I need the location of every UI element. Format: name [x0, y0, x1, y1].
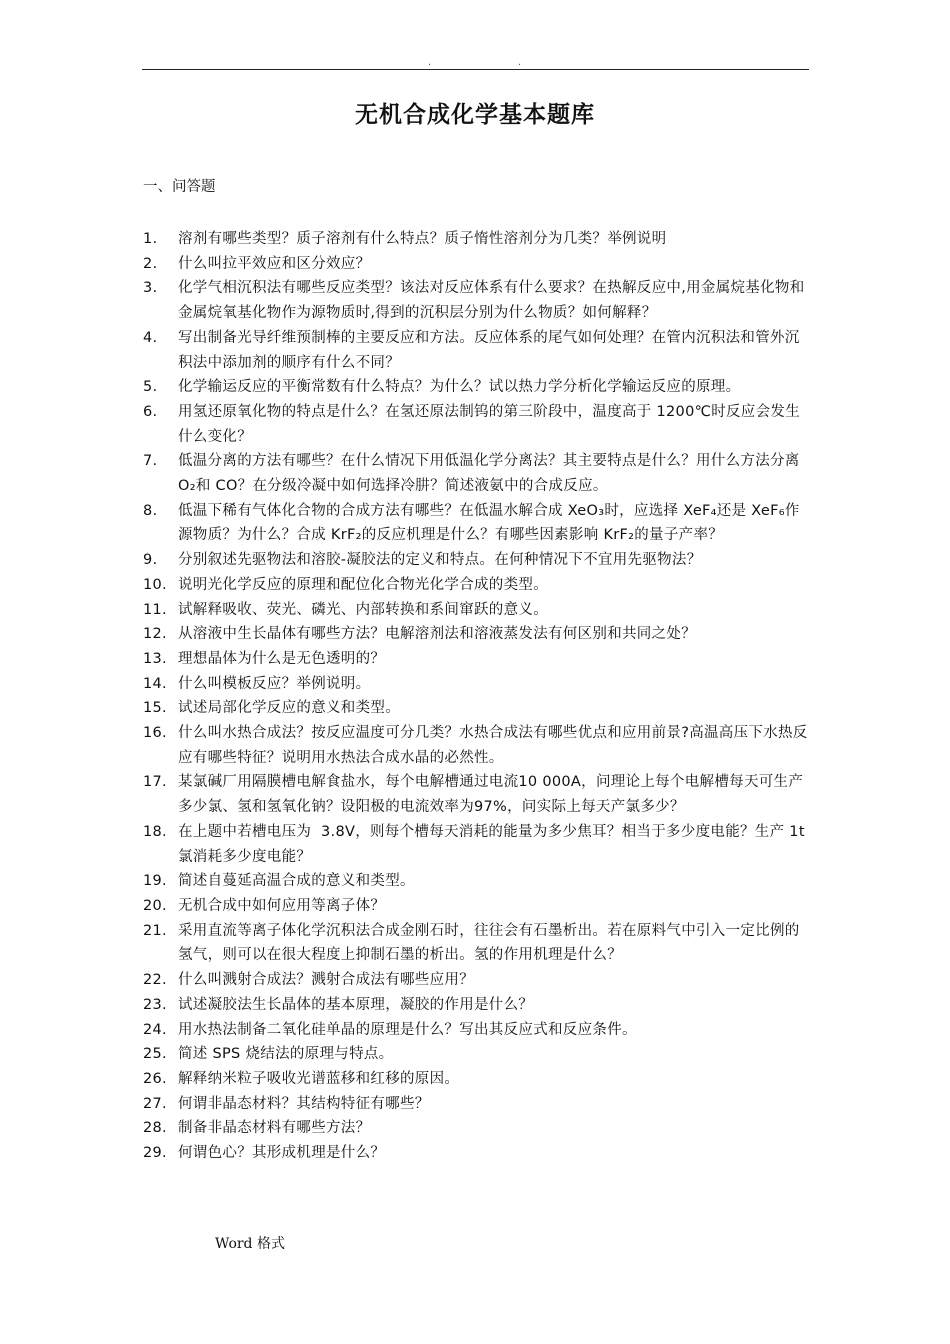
footer-label: Word 格式: [215, 1236, 285, 1252]
question-text: 从溶液中生长晶体有哪些方法？电解溶剂法和溶液蒸发法有何区别和共同之处？: [178, 626, 696, 643]
question-item: [143, 869, 813, 894]
question-text: 理想晶体为什么是无色透明的？: [178, 650, 386, 667]
question-item: [143, 968, 813, 993]
question-text: 什么叫拉平效应和区分效应？: [178, 255, 371, 272]
question-text: 什么叫溅射合成法？溅射合成法有哪些应用？: [178, 972, 474, 989]
question-text: 试述局部化学反应的意义和类型。: [178, 700, 400, 717]
question-text: 简述自蔓延高温合成的意义和类型。: [178, 873, 415, 890]
question-number: 12.: [143, 626, 167, 643]
question-text: 化学输运反应的平衡常数有什么特点？为什么？试以热力学分析化学输运反应的原理。: [178, 379, 741, 396]
header-dots: [0, 58, 950, 68]
question-item: [143, 449, 813, 498]
page-title: 无机合成化学基本题库: [355, 101, 595, 128]
question-text: 说明光化学反应的原理和配位化合物光化学合成的类型。: [178, 576, 548, 593]
question-text: 无机合成中如何应用等离子体？: [178, 897, 386, 914]
section-heading: 一、问答题: [143, 179, 216, 195]
question-item: [143, 696, 813, 721]
question-number: 8.: [143, 502, 158, 519]
question-number: 10.: [143, 576, 167, 593]
question-text: 化学气相沉积法有哪些反应类型？该法对反应体系有什么要求？在热解反应中,用金属烷基化物和金属烷氧基化物作为源物质时,得到的沉积层分别为什么物质？如何解释？: [178, 280, 805, 322]
question-text: 什么叫水热合成法？按反应温度可分几类？水热合成法有哪些优点和应用前景?高温高压下水热反应有哪些特征？说明用水热法合成水晶的必然性。: [178, 725, 808, 766]
question-text: 在上题中若槽电压为 3.8V，则每个槽每天消耗的能量为多少焦耳？相当于多少度电能？生产 1t 氯消耗多少度电能？: [178, 823, 810, 865]
question-number: 5.: [143, 379, 158, 396]
question-text: 低温分离的方法有哪些？在什么情况下用低温化学分离法？其主要特点是什么？用什么方法分离 O₂和 CO？在分级冷凝中如何选择冷肼？简述液氨中的合成反应。: [178, 453, 805, 495]
question-number: 16.: [143, 725, 167, 742]
question-item: [143, 252, 813, 277]
question-item: [143, 672, 813, 697]
question-number: 3.: [143, 280, 158, 297]
question-number: 18.: [143, 823, 167, 840]
question-number: 20.: [143, 897, 167, 914]
question-number: 7.: [143, 453, 158, 470]
question-item: [143, 1092, 813, 1117]
question-number: 24.: [143, 1021, 167, 1038]
question-number: 11.: [143, 601, 167, 618]
question-item: [143, 993, 813, 1018]
question-text: 分别叙述先驱物法和溶胶-凝胶法的定义和特点。在何种情况下不宜用先驱物法？: [178, 552, 702, 569]
question-number: 26.: [143, 1070, 167, 1087]
question-item: [143, 276, 813, 325]
question-number: 22.: [143, 972, 167, 989]
question-number: 14.: [143, 675, 167, 692]
question-number: 2.: [143, 255, 158, 272]
question-item: [143, 1116, 813, 1141]
question-number: 13.: [143, 650, 167, 667]
question-item: [143, 548, 813, 573]
question-text: 什么叫模板反应？举例说明。: [178, 675, 371, 692]
question-item: [143, 820, 813, 869]
question-text: 制备非晶态材料有哪些方法？: [178, 1120, 371, 1137]
question-number: 6.: [143, 403, 158, 420]
question-text: 何谓非晶态材料？其结构特征有哪些？: [178, 1095, 430, 1112]
question-number: 25.: [143, 1046, 167, 1063]
question-item: [143, 721, 813, 770]
header-dot: .: [518, 57, 522, 68]
question-item: [143, 622, 813, 647]
question-item: [143, 499, 813, 548]
question-number: 29.: [143, 1145, 167, 1162]
question-item: [143, 919, 813, 968]
question-text: 溶剂有哪些类型？质子溶剂有什么特点？质子惰性溶剂分为几类？举例说明: [178, 231, 667, 247]
question-item: [143, 1141, 813, 1166]
question-text: 试述凝胶法生长晶体的基本原理，凝胶的作用是什么？: [178, 996, 534, 1013]
question-number: 19.: [143, 873, 167, 890]
question-item: [143, 573, 813, 598]
question-text: 用水热法制备二氧化硅单晶的原理是什么？写出其反应式和反应条件。: [178, 1021, 637, 1038]
question-text: 写出制备光导纤维预制棒的主要反应和方法。反应体系的尾气如何处理？在管内沉积法和管外沉积法中添加剂的顺序有什么不同？: [178, 329, 800, 371]
question-item: [143, 894, 813, 919]
question-item: [143, 1042, 813, 1067]
header-rule: [142, 69, 809, 70]
question-text: 某氯碱厂用隔膜槽电解食盐水，每个电解槽通过电流10 000A，问理论上每个电解槽每天可生产多少氯、氢和氢氧化钠？设阳极的电流效率为97%，问实际上每天产氯多少？: [178, 774, 804, 816]
question-item: [143, 647, 813, 672]
question-text: 低温下稀有气体化合物的合成方法有哪些？在低温水解合成 XeO₃时，应选择 XeF₄还是 XeF₆作源物质？为什么？合成 KrF₂的反应机理是什么？有哪些因素影响 KrF₂的量子产率？: [178, 502, 800, 544]
question-number: 9.: [143, 552, 158, 569]
question-number: 17.: [143, 774, 167, 791]
question-text: 何谓色心？其形成机理是什么？: [178, 1145, 386, 1162]
question-number: 15.: [143, 700, 167, 717]
question-number: 28.: [143, 1120, 167, 1137]
question-text: 简述 SPS 烧结法的原理与特点。: [178, 1046, 394, 1063]
question-text: 解释纳米粒子吸收光谱蓝移和红移的原因。: [178, 1070, 460, 1087]
header-dot: .: [428, 57, 432, 68]
question-list: [143, 227, 813, 1166]
question-number: 21.: [143, 922, 167, 939]
question-number: 4.: [143, 329, 158, 346]
question-number: 27.: [143, 1095, 167, 1112]
question-text: 用氢还原氧化物的特点是什么？在氢还原法制钨的第三阶段中，温度高于 1200℃时反应会发生什么变化？: [178, 403, 800, 445]
question-item: [143, 326, 813, 375]
question-text: 试解释吸收、荧光、磷光、内部转换和系间窜跃的意义。: [178, 601, 548, 618]
question-item: [143, 770, 813, 819]
question-item: [143, 1067, 813, 1092]
question-number: 23.: [143, 996, 167, 1013]
question-number: 1.: [143, 231, 158, 247]
question-item: [143, 227, 813, 252]
question-item: [143, 1018, 813, 1043]
question-text: 采用直流等离子体化学沉积法合成金刚石时，往往会有石墨析出。若在原料气中引入一定比例的氢气，则可以在很大程度上抑制石墨的析出。氢的作用机理是什么？: [178, 922, 800, 964]
question-item: [143, 598, 813, 623]
question-item: [143, 400, 813, 449]
question-item: [143, 375, 813, 400]
